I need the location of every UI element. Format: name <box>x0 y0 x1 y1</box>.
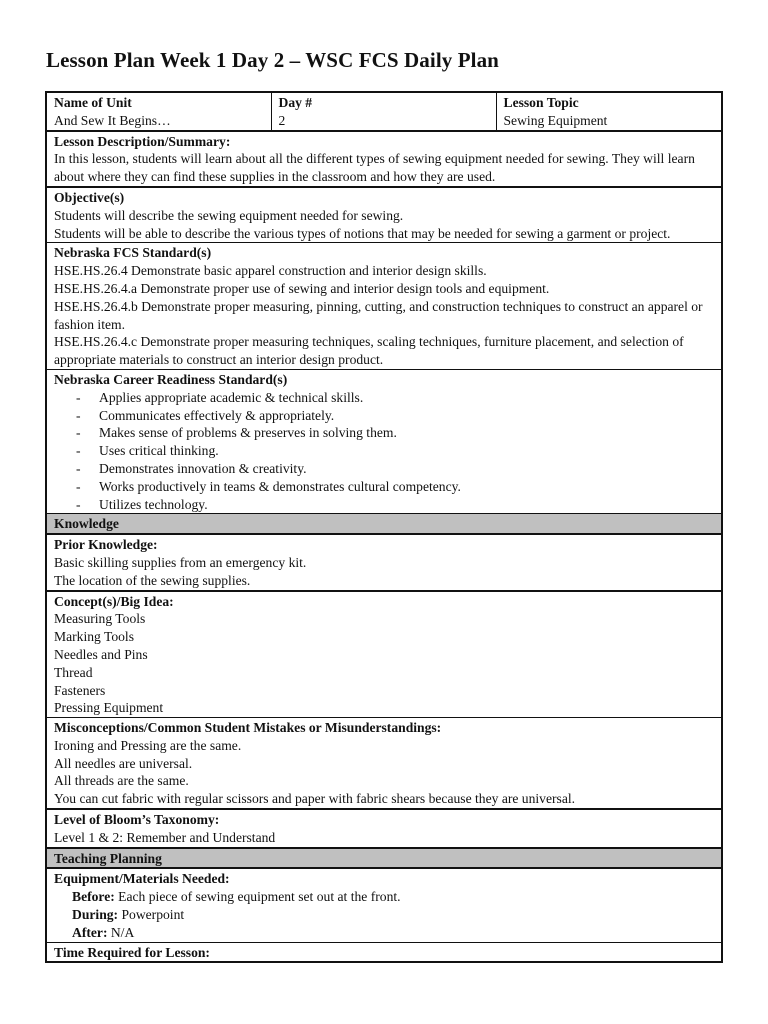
fcs-standards-row <box>46 243 722 370</box>
misconception-item: Ironing and Pressing are the same. <box>54 737 242 753</box>
prior-knowledge-item: Basic skilling supplies from an emergency kit. <box>54 554 307 570</box>
teaching-section-header: Teaching Planning <box>46 848 722 869</box>
unit-label: Name of Unit <box>54 95 132 110</box>
during-label: During: <box>72 907 119 923</box>
career-standards-heading: Nebraska Career Readiness Standard(s) <box>54 371 288 387</box>
before-text: Each piece of sewing equipment set out at the front. <box>114 889 401 905</box>
concept-item: Needles and Pins <box>54 646 148 662</box>
topic-label: Lesson Topic <box>503 95 579 110</box>
concept-item: Marking Tools <box>54 629 134 645</box>
misconceptions-cell <box>46 718 722 809</box>
objectives-cell <box>46 187 722 243</box>
fcs-standards-cell <box>46 243 722 370</box>
topic-value: Sewing Equipment <box>503 112 608 128</box>
header-row <box>46 92 722 131</box>
materials-heading: Equipment/Materials Needed: <box>54 871 230 887</box>
prior-knowledge-row <box>46 534 722 590</box>
description-heading: Lesson Description/Summary: <box>54 133 231 149</box>
concepts-heading: Concept(s)/Big Idea: <box>54 593 174 609</box>
prior-knowledge-cell <box>46 534 722 590</box>
topic-cell <box>496 92 722 131</box>
knowledge-section-row <box>46 514 722 534</box>
misconceptions-heading: Misconceptions/Common Student Mistakes or Misunderstandings: <box>54 720 442 736</box>
prior-knowledge-item: The location of the sewing supplies. <box>54 572 251 588</box>
materials-after <box>54 924 714 942</box>
concepts-row <box>46 591 722 718</box>
materials-cell <box>46 868 722 942</box>
description-text: In this lesson, students will learn about all the different types of sewing equipment needed for sewing. They will learn about where they can find these supplies in the classroom and how they are used. <box>54 151 695 185</box>
materials-during <box>54 906 714 924</box>
time-required-heading: Time Required for Lesson: <box>54 944 210 960</box>
concept-item: Fasteners <box>54 682 106 698</box>
blooms-cell <box>46 809 722 848</box>
prior-knowledge-heading: Prior Knowledge: <box>54 537 158 553</box>
day-value: 2 <box>278 112 286 128</box>
before-label: Before: <box>72 889 115 905</box>
description-row <box>46 131 722 187</box>
after-text: N/A <box>107 924 135 940</box>
description-cell <box>46 131 722 187</box>
list-item: - Applies appropriate academic & technical skills. <box>76 389 714 407</box>
unit-value: And Sew It Begins… <box>54 112 171 128</box>
knowledge-section-header: Knowledge <box>46 514 722 534</box>
fcs-standard-item: HSE.HS.26.4.b Demonstrate proper measuring, pinning, cutting, and construction techniques to construct an apparel or fashion item. <box>54 298 703 332</box>
page-title: Lesson Plan Week 1 Day 2 – WSC FCS Daily Plan <box>46 48 499 72</box>
objective-item: Students will describe the sewing equipment needed for sewing. <box>54 207 404 223</box>
concept-item: Pressing Equipment <box>54 700 164 716</box>
list-item: - Works productively in teams & demonstrates cultural competency. <box>76 478 714 496</box>
fcs-standard-item: HSE.HS.26.4.a Demonstrate proper use of sewing and interior design tools and equipment. <box>54 280 550 296</box>
materials-row <box>46 868 722 942</box>
lesson-plan-table <box>45 91 723 963</box>
blooms-heading: Level of Bloom’s Taxonomy: <box>54 812 220 828</box>
misconception-item: You can cut fabric with regular scissors and paper with fabric shears because they are universal. <box>54 791 576 807</box>
career-standards-list <box>54 389 714 514</box>
fcs-standards-heading: Nebraska FCS Standard(s) <box>54 245 212 261</box>
blooms-row <box>46 809 722 848</box>
after-label: After: <box>72 924 108 940</box>
list-item: - Demonstrates innovation & creativity. <box>76 460 714 478</box>
fcs-standard-item: HSE.HS.26.4 Demonstrate basic apparel construction and interior design skills. <box>54 263 487 279</box>
teaching-section-row <box>46 848 722 869</box>
career-standards-cell <box>46 369 722 513</box>
concepts-cell <box>46 591 722 718</box>
objectives-row <box>46 187 722 243</box>
list-item: - Utilizes technology. <box>76 496 714 514</box>
career-standards-row <box>46 369 722 513</box>
time-required-cell <box>46 942 722 962</box>
time-required-row <box>46 942 722 962</box>
misconception-item: All needles are universal. <box>54 755 193 771</box>
misconception-item: All threads are the same. <box>54 773 189 789</box>
fcs-standard-item: HSE.HS.26.4.c Demonstrate proper measuring techniques, scaling techniques, furniture placement, and selection of appropriate materials to construct an interior design product. <box>54 334 684 368</box>
list-item: - Uses critical thinking. <box>76 442 714 460</box>
day-label: Day # <box>278 95 313 110</box>
concept-item: Measuring Tools <box>54 611 146 627</box>
misconceptions-row <box>46 718 722 809</box>
objective-item: Students will be able to describe the various types of notions that may be needed for sewing a garment or project. <box>54 225 671 241</box>
materials-before <box>54 888 714 906</box>
day-cell <box>271 92 496 131</box>
list-item: - Makes sense of problems & preserves in solving them. <box>76 424 714 442</box>
during-text: Powerpoint <box>118 907 185 923</box>
unit-cell <box>46 92 271 131</box>
blooms-text: Level 1 & 2: Remember and Understand <box>54 829 276 845</box>
concept-item: Thread <box>54 664 93 680</box>
list-item: - Communicates effectively & appropriately. <box>76 407 714 425</box>
objectives-heading: Objective(s) <box>54 189 125 205</box>
